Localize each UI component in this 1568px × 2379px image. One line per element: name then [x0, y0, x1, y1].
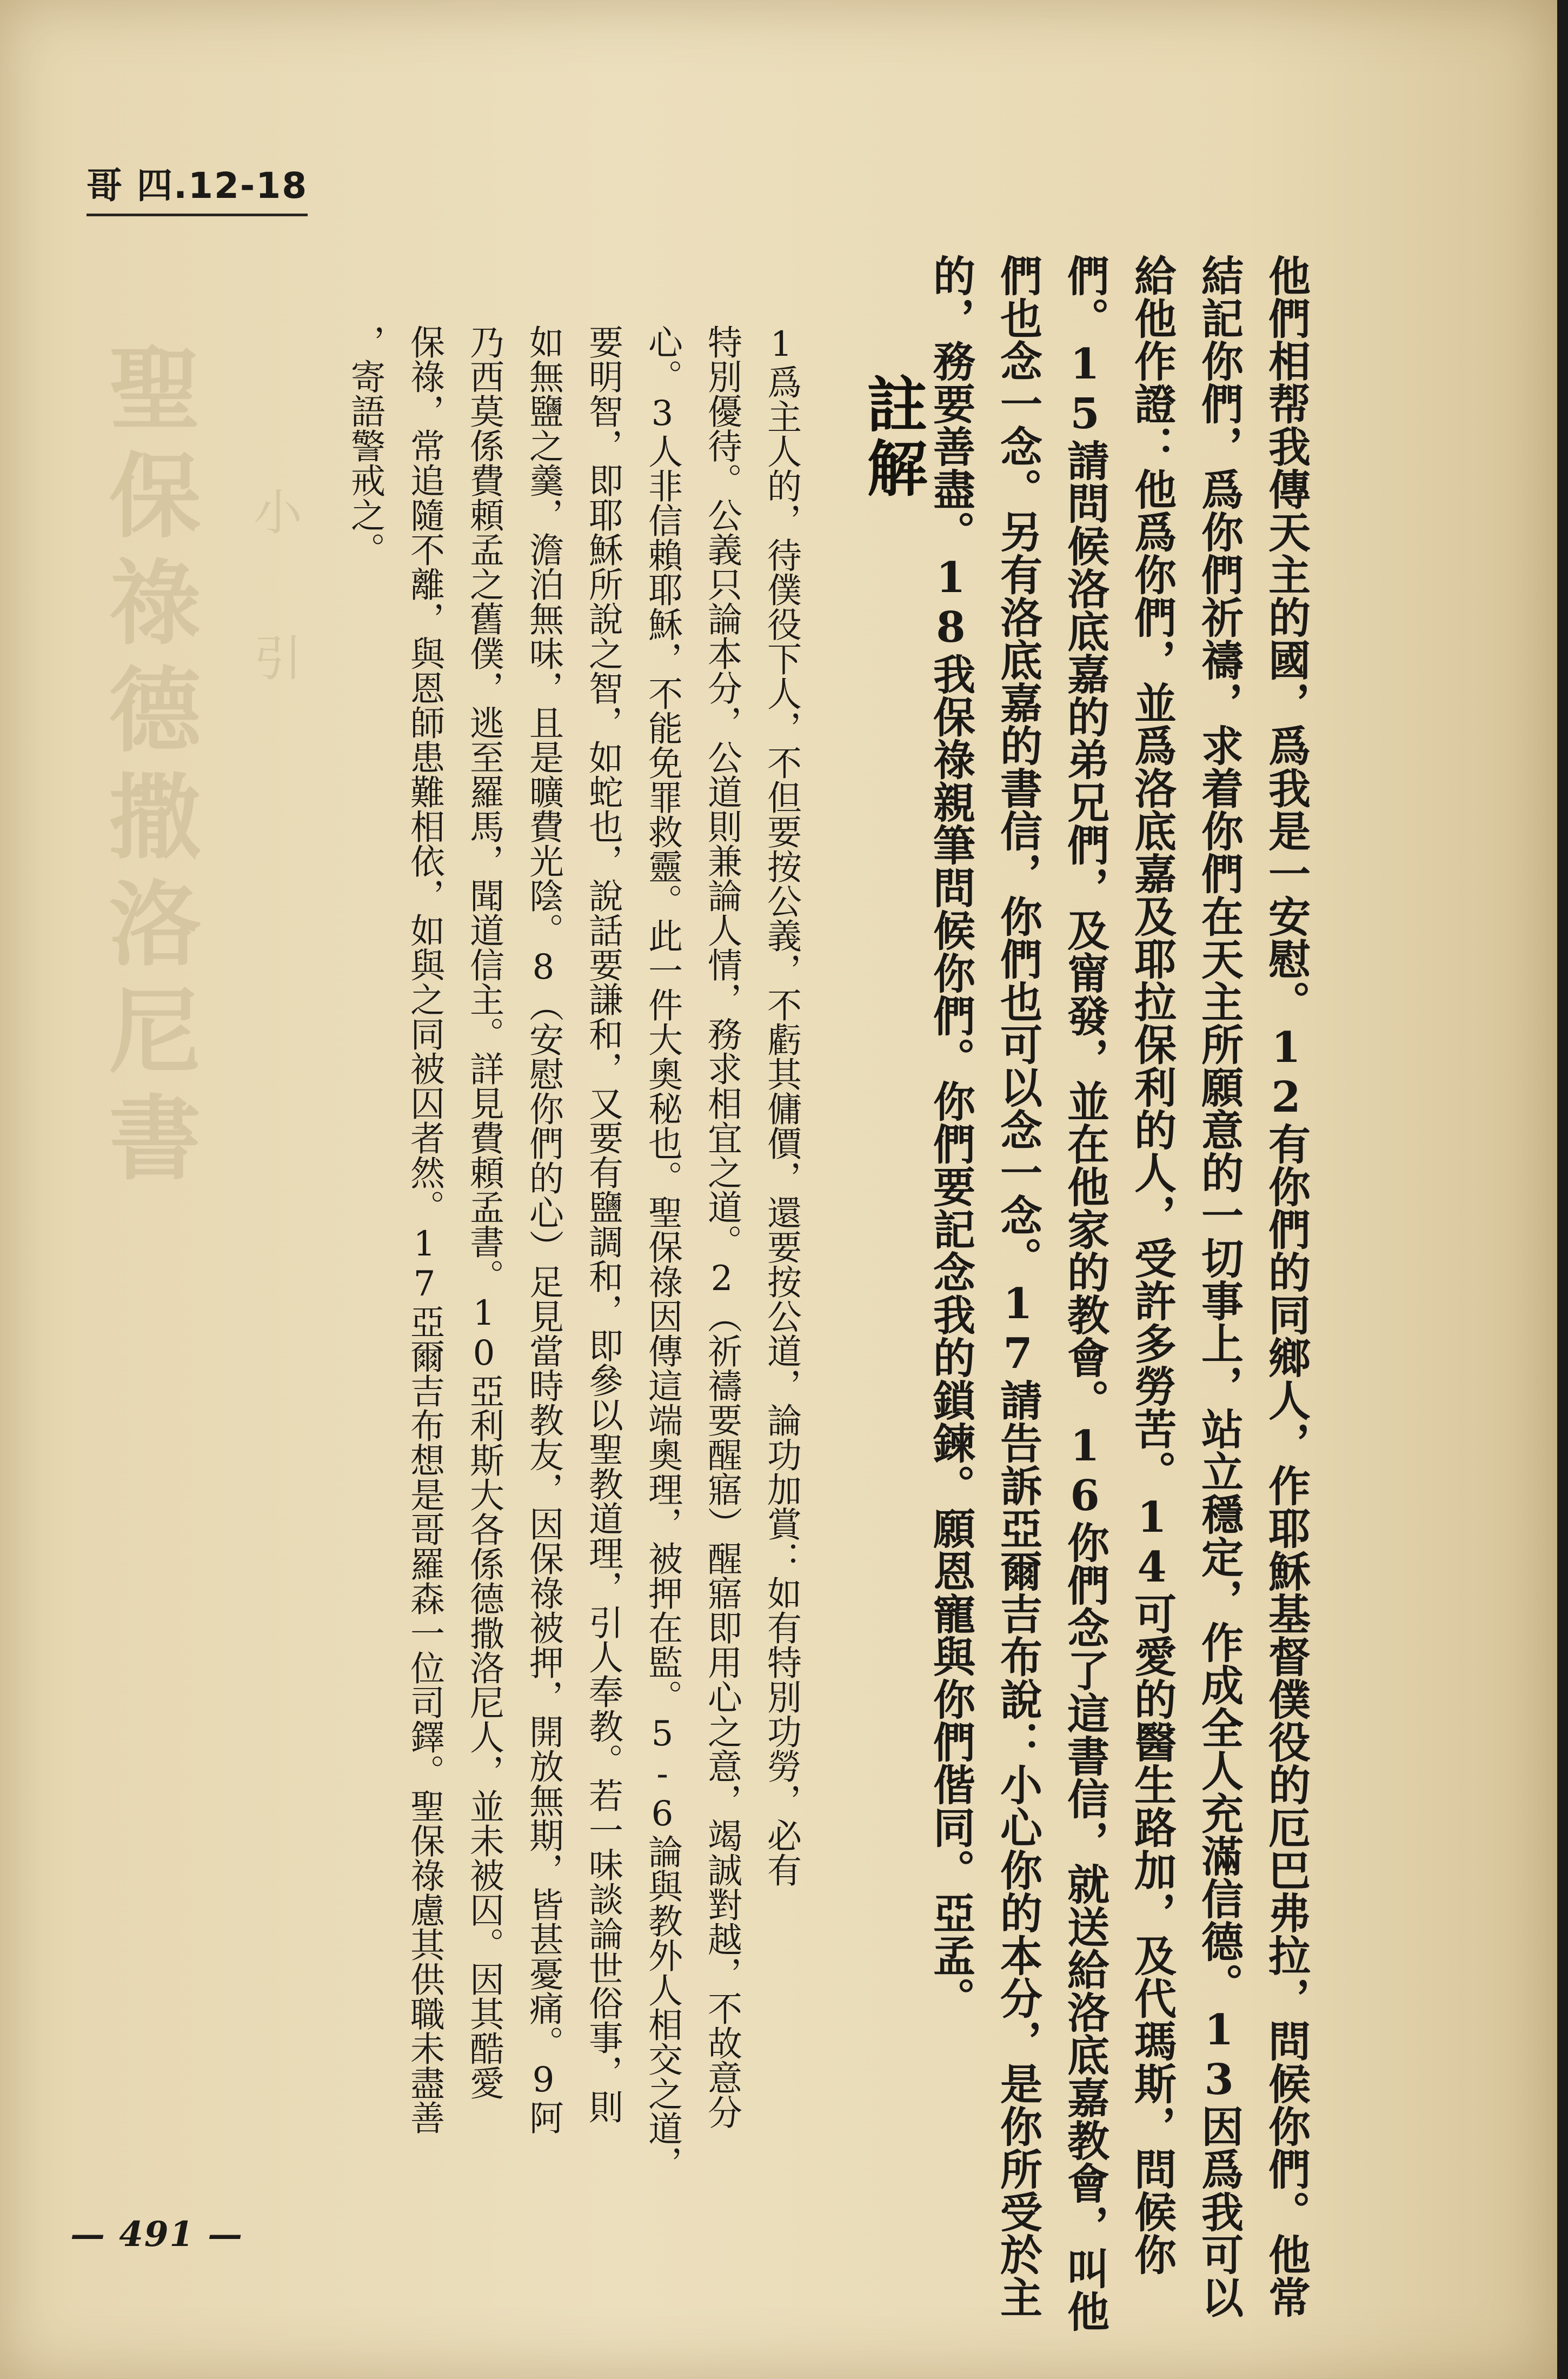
notes-heading: 註解	[857, 373, 927, 501]
show-through-chapter: 小引	[245, 487, 302, 779]
page-number: — 491 —	[70, 2214, 244, 2255]
show-through-title: 聖保祿德撒洛尼書	[93, 341, 201, 1197]
scripture-text: 他們相帮我傳天主的國，爲我是一安慰。12有你們的同鄉人，作耶穌基督僕役的厄巴弗拉，問候你們。他常 結記你們，爲你們祈禱，求着你們在天主所願意的一切事上，站立穩定，作成全人充滿信德。13因爲我可以 給他作證：他爲你們，並爲洛底嘉及耶拉保利的人，受許多勞苦。14可愛的醫生路加，及代瑪斯，問候你 們。15請問候洛底嘉的弟兄們，及甯發，並在他家的教會。16你們念了這書信，就送給洛底嘉教會，叫他 們也念一念。另有洛底嘉的書信，你們也可以念一念。17請告訴亞爾吉布說：小心你的本分，是你所受於主 的，務要善盡。18我保祿親筆問候你們。你們要記念我的鎖鍊。願恩寵與你們偕同。亞孟。	[926, 254, 1311, 2333]
running-header: 哥 四.12-18	[87, 157, 308, 216]
notes-text: 1爲主人的，待僕役下人，不但要按公義，不虧其傭價，還要按公道，論功加賞：如有特別功勞，必有 特別優待。公義只論本分，公道則兼論人情，務求相宜之道。2（祈禱要醒寤）醒寤即用心之意，竭誠對越，不故意分 心。3人非信賴耶穌，不能免罪救靈。此一件大奧秘也。聖保祿因傳這端奧理，被押在監。5-6論與教外人相交之道， 要明智，即耶穌所說之智，如蛇也，說話要謙和，又要有鹽調和，即參以聖教道理，引人奉教。若一味談論世俗事，則 如無鹽之羹，澹泊無味，且是曠費光陰。8（安慰你們的心）足見當時教友，因保祿被押，開放無期，皆甚憂痛。9阿 乃西莫係費頼孟之舊僕，逃至羅馬，聞道信主。詳見費頼孟書。10亞利斯大各係德撒洛尼人，並未被囚。因其酷愛 保祿，常追隨不離，與恩師患難相依，如與之同被囚者然。17亞爾吉布想是哥羅森一位司鐸。聖保祿慮其供職未盡善 ，寄語警戒之。	[345, 324, 801, 2180]
